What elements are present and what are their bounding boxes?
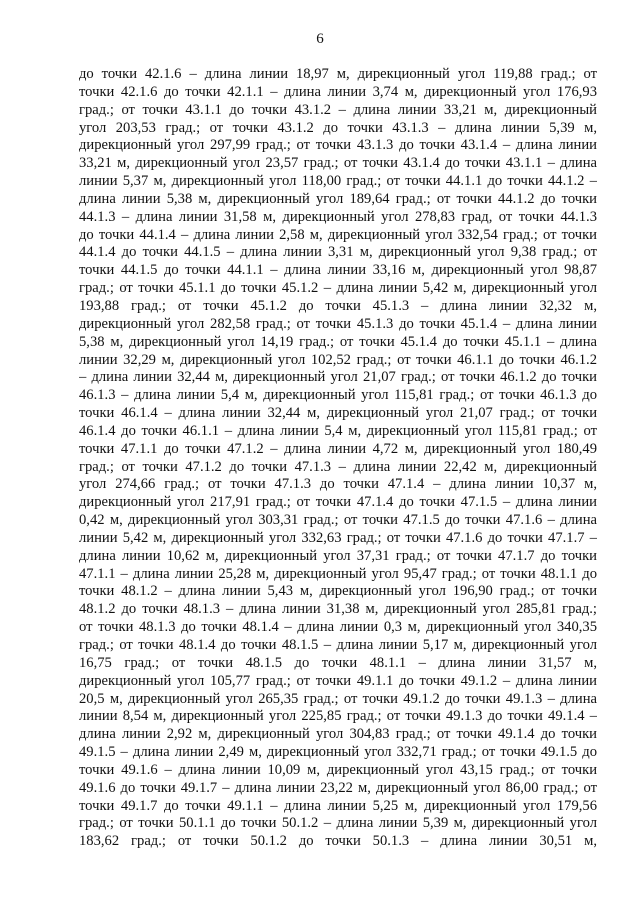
text-line: град.; от точки 47.1.2 до точки 47.1.3 – длина линии 22,42 м, дирекционный (79, 458, 597, 475)
text-line: 33,21 м, дирекционный угол 23,57 град.; от точки 43.1.4 до точки 43.1.1 – длина (79, 155, 597, 172)
text-line: дирекционный угол 105,77 град.; от точки 49.1.1 до точки 49.1.2 – длина линии (79, 672, 597, 689)
text-line: линии 8,54 м, дирекционный угол 225,85 град.; от точки 49.1.3 до точки 49.1.4 – (79, 708, 597, 725)
text-line: до точки 44.1.4 – длина линии 2,58 м, дирекционный угол 332,54 град.; от точки (79, 226, 597, 243)
text-line: дирекционный угол 217,91 град.; от точки 47.1.4 до точки 47.1.5 – длина линии (79, 494, 597, 511)
text-line: дирекционный угол 297,99 град.; от точки 43.1.3 до точки 43.1.4 – длина линии (79, 137, 597, 154)
page-number: 6 (316, 31, 324, 47)
text-line: 47.1.1 – длина линии 25,28 м, дирекционный угол 95,47 град.; от точки 48.1.1 до (79, 565, 597, 582)
text-line: 16,75 град.; от точки 48.1.5 до точки 48.1.1 – длина линии 31,57 м, (79, 654, 597, 671)
text-line: 5,38 м, дирекционный угол 14,19 град.; от точки 45.1.4 до точки 45.1.1 – длина (79, 333, 597, 350)
text-line: 48.1.2 до точки 48.1.3 – длина линии 31,38 м, дирекционный угол 285,81 град.; (79, 601, 597, 618)
text-line: точки 47.1.1 до точки 47.1.2 – длина линии 4,72 м, дирекционный угол 180,49 (79, 440, 597, 457)
text-line: точки 49.1.6 – длина линии 10,09 м, дирекционный угол 43,15 град.; от точки (79, 761, 597, 778)
text-line: точки 46.1.4 – длина линии 32,44 м, дирекционный угол 21,07 град.; от точки (79, 405, 597, 422)
text-line: линии 5,37 м, дирекционный угол 118,00 град.; от точки 44.1.1 до точки 44.1.2 – (79, 173, 597, 190)
text-line: длина линии 2,92 м, дирекционный угол 304,83 град.; от точки 49.1.4 до точки (79, 726, 597, 743)
text-line: 46.1.3 – длина линии 5,4 м, дирекционный угол 115,81 град.; от точки 46.1.3 до (79, 387, 597, 404)
text-line: линии 32,29 м, дирекционный угол 102,52 град.; от точки 46.1.1 до точки 46.1.2 (79, 351, 597, 368)
text-line: 20,5 м, дирекционный угол 265,35 град.; от точки 49.1.2 до точки 49.1.3 – длина (79, 690, 597, 707)
text-line: 46.1.4 до точки 46.1.1 – длина линии 5,4 м, дирекционный угол 115,81 град.; от (79, 422, 597, 439)
text-line: угол 203,53 град.; от точки 43.1.2 до точки 43.1.3 – длина линии 5,39 м, (79, 119, 597, 136)
text-line: 44.1.3 – длина линии 31,58 м, дирекционный угол 278,83 град, от точки 44.1.3 (79, 208, 597, 225)
text-line: дирекционный угол 282,58 град.; от точки 45.1.3 до точки 45.1.4 – длина линии (79, 315, 597, 332)
body-text (79, 66, 597, 851)
text-line: точки 44.1.5 до точки 44.1.1 – длина линии 33,16 м, дирекционный угол 98,87 (79, 262, 597, 279)
text-line: 49.1.6 до точки 49.1.7 – длина линии 23,22 м, дирекционный угол 86,00 град.; от (79, 779, 597, 796)
text-line: град.; от точки 50.1.1 до точки 50.1.2 – длина линии 5,39 м, дирекционный угол (79, 815, 597, 832)
text-line: 183,62 град.; от точки 50.1.2 до точки 50.1.3 – длина линии 30,51 м, (79, 833, 597, 850)
text-line: до точки 42.1.6 – длина линии 18,97 м, дирекционный угол 119,88 град.; от (79, 66, 597, 82)
text-line: 44.1.4 до точки 44.1.5 – длина линии 3,31 м, дирекционный угол 9,38 град.; от (79, 244, 597, 261)
text-line: 49.1.5 – длина линии 2,49 м, дирекционный угол 332,71 град.; от точки 49.1.5 до (79, 744, 597, 761)
text-line: угол 274,66 град.; от точки 47.1.3 до точки 47.1.4 – длина линии 10,37 м, (79, 476, 597, 493)
text-line: – длина линии 32,44 м, дирекционный угол 21,07 град.; от точки 46.1.2 до точки (79, 369, 597, 386)
text-line: от точки 48.1.3 до точки 48.1.4 – длина линии 0,3 м, дирекционный угол 340,35 (79, 619, 597, 636)
text-line: град.; от точки 43.1.1 до точки 43.1.2 – длина линии 33,21 м, дирекционный (79, 101, 597, 118)
text-line: град.; от точки 48.1.4 до точки 48.1.5 – длина линии 5,17 м, дирекционный угол (79, 637, 597, 653)
text-line: град.; от точки 45.1.1 до точки 45.1.2 – длина линии 5,42 м, дирекционный угол (79, 280, 597, 297)
text-line: точки 42.1.6 до точки 42.1.1 – длина линии 3,74 м, дирекционный угол 176,93 (79, 83, 597, 100)
text-line: точки 48.1.2 – длина линии 5,43 м, дирекционный угол 196,90 град.; от точки (79, 583, 597, 600)
text-line: длина линии 5,38 м, дирекционный угол 189,64 град.; от точки 44.1.2 до точки (79, 190, 597, 207)
text-line: длина линии 10,62 м, дирекционный угол 37,31 град.; от точки 47.1.7 до точки (79, 547, 597, 564)
text-line: 0,42 м, дирекционный угол 303,31 град.; от точки 47.1.5 до точки 47.1.6 – длина (79, 512, 597, 529)
text-line: линии 5,42 м, дирекционный угол 332,63 град.; от точки 47.1.6 до точки 47.1.7 – (79, 529, 597, 546)
text-line: точки 49.1.7 до точки 49.1.1 – длина линии 5,25 м, дирекционный угол 179,56 (79, 797, 597, 814)
text-line: 193,88 град.; от точки 45.1.2 до точки 45.1.3 – длина линии 32,32 м, (79, 297, 597, 314)
